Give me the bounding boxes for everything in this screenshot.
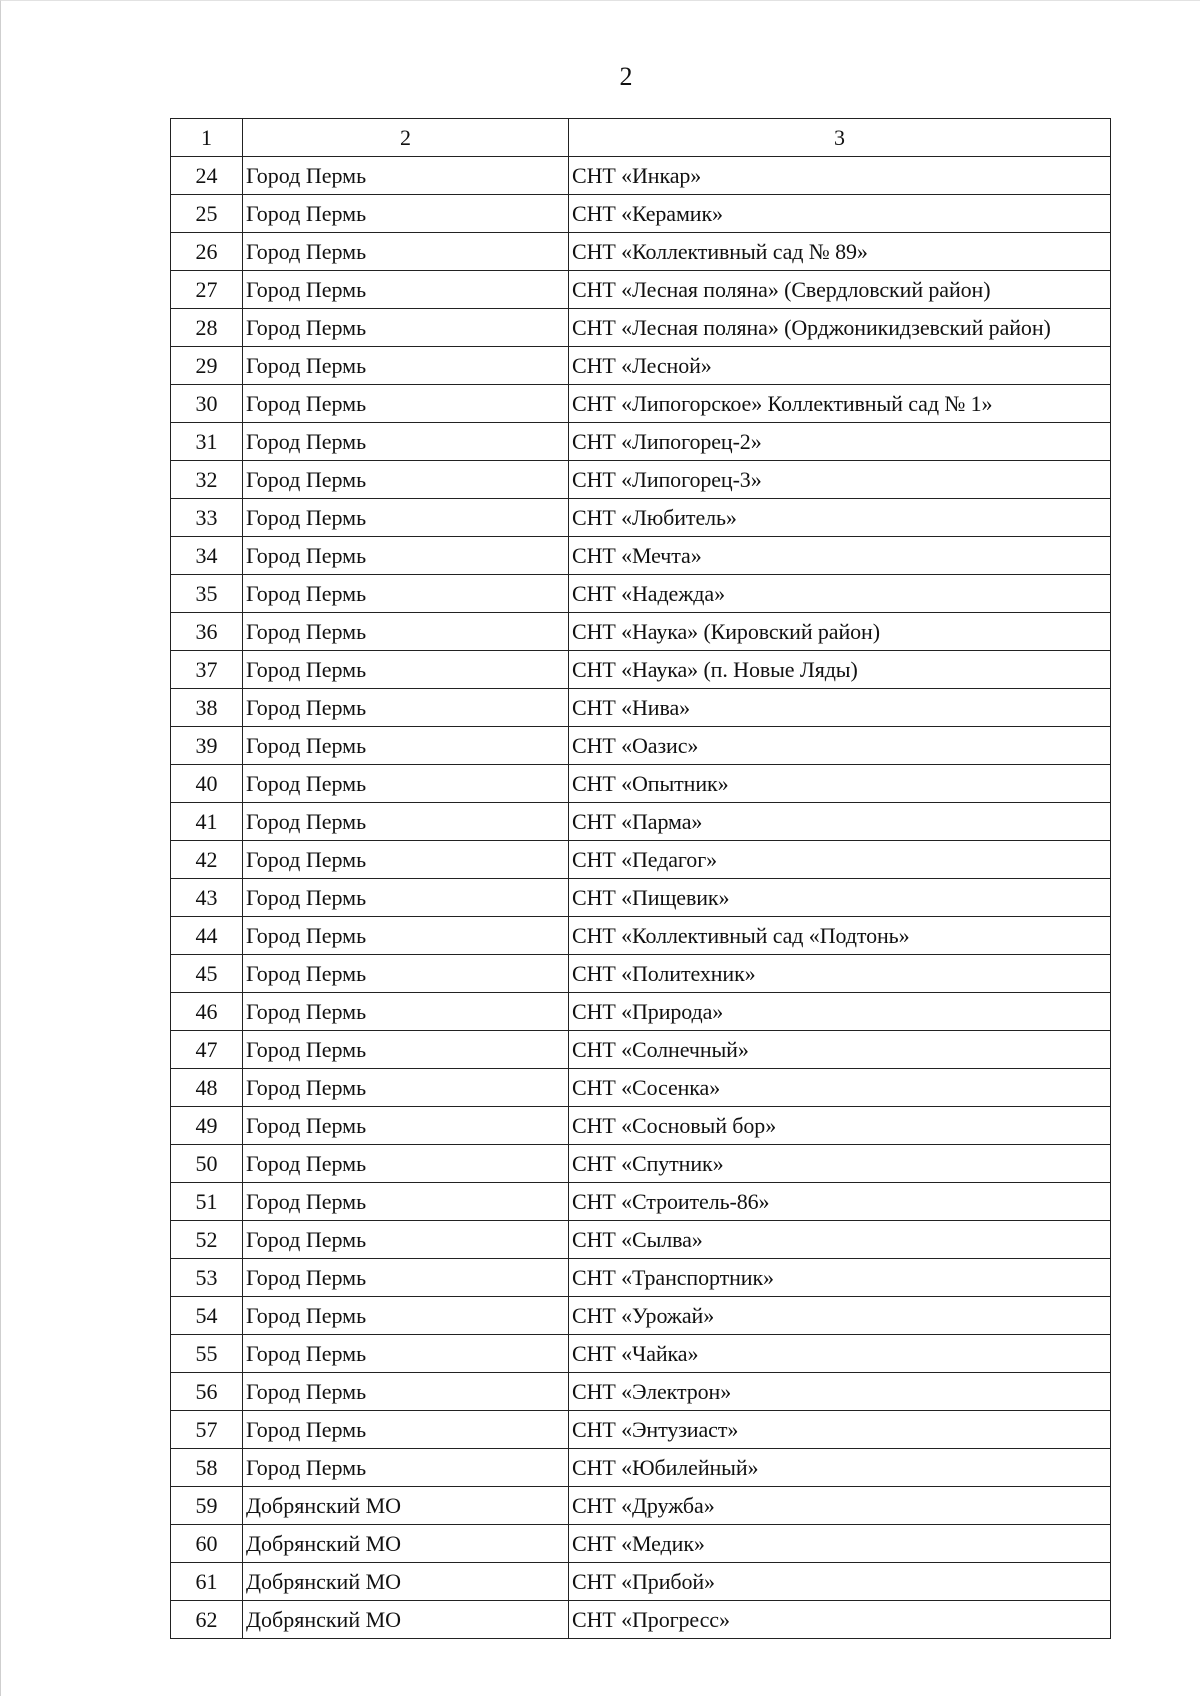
row-number-cell: 57 bbox=[171, 1411, 243, 1449]
row-number-cell: 46 bbox=[171, 993, 243, 1031]
municipality-cell: Город Пермь bbox=[243, 841, 569, 879]
organization-cell: СНТ «Чайка» bbox=[569, 1335, 1111, 1373]
municipality-cell: Город Пермь bbox=[243, 917, 569, 955]
municipality-cell: Город Пермь bbox=[243, 423, 569, 461]
table-row bbox=[171, 309, 1111, 347]
organization-cell: СНТ «Липогорец-2» bbox=[569, 423, 1111, 461]
organization-cell: СНТ «Опытник» bbox=[569, 765, 1111, 803]
table-row bbox=[171, 689, 1111, 727]
row-number-cell: 34 bbox=[171, 537, 243, 575]
municipality-cell: Город Пермь bbox=[243, 1107, 569, 1145]
table-row bbox=[171, 1373, 1111, 1411]
table-row bbox=[171, 233, 1111, 271]
row-number-cell: 55 bbox=[171, 1335, 243, 1373]
organization-cell: СНТ «Природа» bbox=[569, 993, 1111, 1031]
municipality-cell: Город Пермь bbox=[243, 879, 569, 917]
municipality-cell: Город Пермь bbox=[243, 385, 569, 423]
table-row bbox=[171, 1107, 1111, 1145]
table-row bbox=[171, 575, 1111, 613]
table-row bbox=[171, 613, 1111, 651]
organization-cell: СНТ «Парма» bbox=[569, 803, 1111, 841]
row-number-cell: 49 bbox=[171, 1107, 243, 1145]
row-number-cell: 36 bbox=[171, 613, 243, 651]
organization-cell: СНТ «Липогорец-3» bbox=[569, 461, 1111, 499]
organization-cell: СНТ «Медик» bbox=[569, 1525, 1111, 1563]
row-number-cell: 35 bbox=[171, 575, 243, 613]
table-row bbox=[171, 727, 1111, 765]
header-cell-organization: 3 bbox=[569, 119, 1111, 157]
row-number-cell: 62 bbox=[171, 1601, 243, 1639]
municipality-cell: Город Пермь bbox=[243, 537, 569, 575]
row-number-cell: 56 bbox=[171, 1373, 243, 1411]
row-number-cell: 48 bbox=[171, 1069, 243, 1107]
row-number-cell: 51 bbox=[171, 1183, 243, 1221]
organization-cell: СНТ «Электрон» bbox=[569, 1373, 1111, 1411]
organization-cell: СНТ «Спутник» bbox=[569, 1145, 1111, 1183]
table-row bbox=[171, 1411, 1111, 1449]
table-row bbox=[171, 461, 1111, 499]
municipality-cell: Город Пермь bbox=[243, 195, 569, 233]
table-row bbox=[171, 1031, 1111, 1069]
table-row bbox=[171, 195, 1111, 233]
municipality-cell: Город Пермь bbox=[243, 1449, 569, 1487]
table-row bbox=[171, 765, 1111, 803]
table-row bbox=[171, 1563, 1111, 1601]
row-number-cell: 47 bbox=[171, 1031, 243, 1069]
municipality-cell: Город Пермь bbox=[243, 347, 569, 385]
table-row bbox=[171, 1069, 1111, 1107]
municipality-cell: Город Пермь bbox=[243, 1373, 569, 1411]
municipality-cell: Город Пермь bbox=[243, 1031, 569, 1069]
row-number-cell: 27 bbox=[171, 271, 243, 309]
organization-cell: СНТ «Оазис» bbox=[569, 727, 1111, 765]
table-row bbox=[171, 879, 1111, 917]
organization-cell: СНТ «Энтузиаст» bbox=[569, 1411, 1111, 1449]
table-row bbox=[171, 1449, 1111, 1487]
row-number-cell: 38 bbox=[171, 689, 243, 727]
municipality-cell: Город Пермь bbox=[243, 689, 569, 727]
row-number-cell: 44 bbox=[171, 917, 243, 955]
municipality-cell: Город Пермь bbox=[243, 1221, 569, 1259]
organization-cell: СНТ «Педагог» bbox=[569, 841, 1111, 879]
row-number-cell: 45 bbox=[171, 955, 243, 993]
table-row bbox=[171, 1601, 1111, 1639]
row-number-cell: 41 bbox=[171, 803, 243, 841]
organization-cell: СНТ «Дружба» bbox=[569, 1487, 1111, 1525]
row-number-cell: 43 bbox=[171, 879, 243, 917]
table-row bbox=[171, 537, 1111, 575]
row-number-cell: 25 bbox=[171, 195, 243, 233]
municipality-cell: Город Пермь bbox=[243, 803, 569, 841]
organization-cell: СНТ «Липогорское» Коллективный сад № 1» bbox=[569, 385, 1111, 423]
row-number-cell: 37 bbox=[171, 651, 243, 689]
table-row bbox=[171, 1525, 1111, 1563]
row-number-cell: 40 bbox=[171, 765, 243, 803]
row-number-cell: 42 bbox=[171, 841, 243, 879]
organization-cell: СНТ «Любитель» bbox=[569, 499, 1111, 537]
organization-cell: СНТ «Коллективный сад № 89» bbox=[569, 233, 1111, 271]
row-number-cell: 58 bbox=[171, 1449, 243, 1487]
table-row bbox=[171, 385, 1111, 423]
row-number-cell: 26 bbox=[171, 233, 243, 271]
row-number-cell: 24 bbox=[171, 157, 243, 195]
organization-cell: СНТ «Керамик» bbox=[569, 195, 1111, 233]
organization-cell: СНТ «Нива» bbox=[569, 689, 1111, 727]
municipality-cell: Город Пермь bbox=[243, 1411, 569, 1449]
organization-cell: СНТ «Сосенка» bbox=[569, 1069, 1111, 1107]
row-number-cell: 61 bbox=[171, 1563, 243, 1601]
table-row bbox=[171, 1183, 1111, 1221]
organization-cell: СНТ «Транспортник» bbox=[569, 1259, 1111, 1297]
table-body bbox=[171, 157, 1111, 1639]
organization-cell: СНТ «Лесная поляна» (Свердловский район) bbox=[569, 271, 1111, 309]
table-row bbox=[171, 841, 1111, 879]
row-number-cell: 53 bbox=[171, 1259, 243, 1297]
register-table bbox=[170, 118, 1111, 1639]
organization-cell: СНТ «Лесная поляна» (Орджоникидзевский район) bbox=[569, 309, 1111, 347]
row-number-cell: 52 bbox=[171, 1221, 243, 1259]
municipality-cell: Город Пермь bbox=[243, 1183, 569, 1221]
table-row bbox=[171, 651, 1111, 689]
municipality-cell: Город Пермь bbox=[243, 309, 569, 347]
table-row bbox=[171, 955, 1111, 993]
municipality-cell: Город Пермь bbox=[243, 157, 569, 195]
row-number-cell: 50 bbox=[171, 1145, 243, 1183]
row-number-cell: 60 bbox=[171, 1525, 243, 1563]
row-number-cell: 39 bbox=[171, 727, 243, 765]
table-row bbox=[171, 1335, 1111, 1373]
row-number-cell: 54 bbox=[171, 1297, 243, 1335]
table-row bbox=[171, 803, 1111, 841]
row-number-cell: 33 bbox=[171, 499, 243, 537]
municipality-cell: Добрянский МО bbox=[243, 1525, 569, 1563]
organization-cell: СНТ «Солнечный» bbox=[569, 1031, 1111, 1069]
row-number-cell: 31 bbox=[171, 423, 243, 461]
row-number-cell: 59 bbox=[171, 1487, 243, 1525]
organization-cell: СНТ «Наука» (Кировский район) bbox=[569, 613, 1111, 651]
row-number-cell: 28 bbox=[171, 309, 243, 347]
table-row bbox=[171, 423, 1111, 461]
municipality-cell: Город Пермь bbox=[243, 271, 569, 309]
organization-cell: СНТ «Сылва» bbox=[569, 1221, 1111, 1259]
table-row bbox=[171, 1487, 1111, 1525]
organization-cell: СНТ «Политехник» bbox=[569, 955, 1111, 993]
municipality-cell: Город Пермь bbox=[243, 727, 569, 765]
header-row bbox=[171, 119, 1111, 157]
organization-cell: СНТ «Надежда» bbox=[569, 575, 1111, 613]
municipality-cell: Город Пермь bbox=[243, 765, 569, 803]
organization-cell: СНТ «Мечта» bbox=[569, 537, 1111, 575]
municipality-cell: Добрянский МО bbox=[243, 1601, 569, 1639]
municipality-cell: Город Пермь bbox=[243, 1145, 569, 1183]
municipality-cell: Город Пермь bbox=[243, 1335, 569, 1373]
row-number-cell: 29 bbox=[171, 347, 243, 385]
table-row bbox=[171, 1221, 1111, 1259]
organization-cell: СНТ «Юбилейный» bbox=[569, 1449, 1111, 1487]
table-row bbox=[171, 1297, 1111, 1335]
table-row bbox=[171, 1145, 1111, 1183]
row-number-cell: 32 bbox=[171, 461, 243, 499]
organization-cell: СНТ «Урожай» bbox=[569, 1297, 1111, 1335]
organization-cell: СНТ «Прогресс» bbox=[569, 1601, 1111, 1639]
organization-cell: СНТ «Наука» (п. Новые Ляды) bbox=[569, 651, 1111, 689]
table-row bbox=[171, 271, 1111, 309]
municipality-cell: Город Пермь bbox=[243, 613, 569, 651]
municipality-cell: Город Пермь bbox=[243, 651, 569, 689]
header-cell-number: 1 bbox=[171, 119, 243, 157]
page-number: 2 bbox=[619, 62, 633, 91]
municipality-cell: Город Пермь bbox=[243, 575, 569, 613]
municipality-cell: Город Пермь bbox=[243, 1069, 569, 1107]
table-row bbox=[171, 499, 1111, 537]
municipality-cell: Город Пермь bbox=[243, 1297, 569, 1335]
organization-cell: СНТ «Строитель-86» bbox=[569, 1183, 1111, 1221]
table-row bbox=[171, 157, 1111, 195]
organization-cell: СНТ «Коллективный сад «Подтонь» bbox=[569, 917, 1111, 955]
table-row bbox=[171, 993, 1111, 1031]
header-cell-municipality: 2 bbox=[243, 119, 569, 157]
organization-cell: СНТ «Инкар» bbox=[569, 157, 1111, 195]
organization-cell: СНТ «Пищевик» bbox=[569, 879, 1111, 917]
row-number-cell: 30 bbox=[171, 385, 243, 423]
table-row bbox=[171, 1259, 1111, 1297]
municipality-cell: Город Пермь bbox=[243, 461, 569, 499]
organization-cell: СНТ «Прибой» bbox=[569, 1563, 1111, 1601]
organization-cell: СНТ «Лесной» bbox=[569, 347, 1111, 385]
municipality-cell: Город Пермь bbox=[243, 993, 569, 1031]
municipality-cell: Город Пермь bbox=[243, 955, 569, 993]
table-row bbox=[171, 347, 1111, 385]
municipality-cell: Город Пермь bbox=[243, 499, 569, 537]
table-header bbox=[171, 119, 1111, 157]
municipality-cell: Город Пермь bbox=[243, 233, 569, 271]
municipality-cell: Добрянский МО bbox=[243, 1563, 569, 1601]
table-row bbox=[171, 917, 1111, 955]
municipality-cell: Добрянский МО bbox=[243, 1487, 569, 1525]
organization-cell: СНТ «Сосновый бор» bbox=[569, 1107, 1111, 1145]
municipality-cell: Город Пермь bbox=[243, 1259, 569, 1297]
